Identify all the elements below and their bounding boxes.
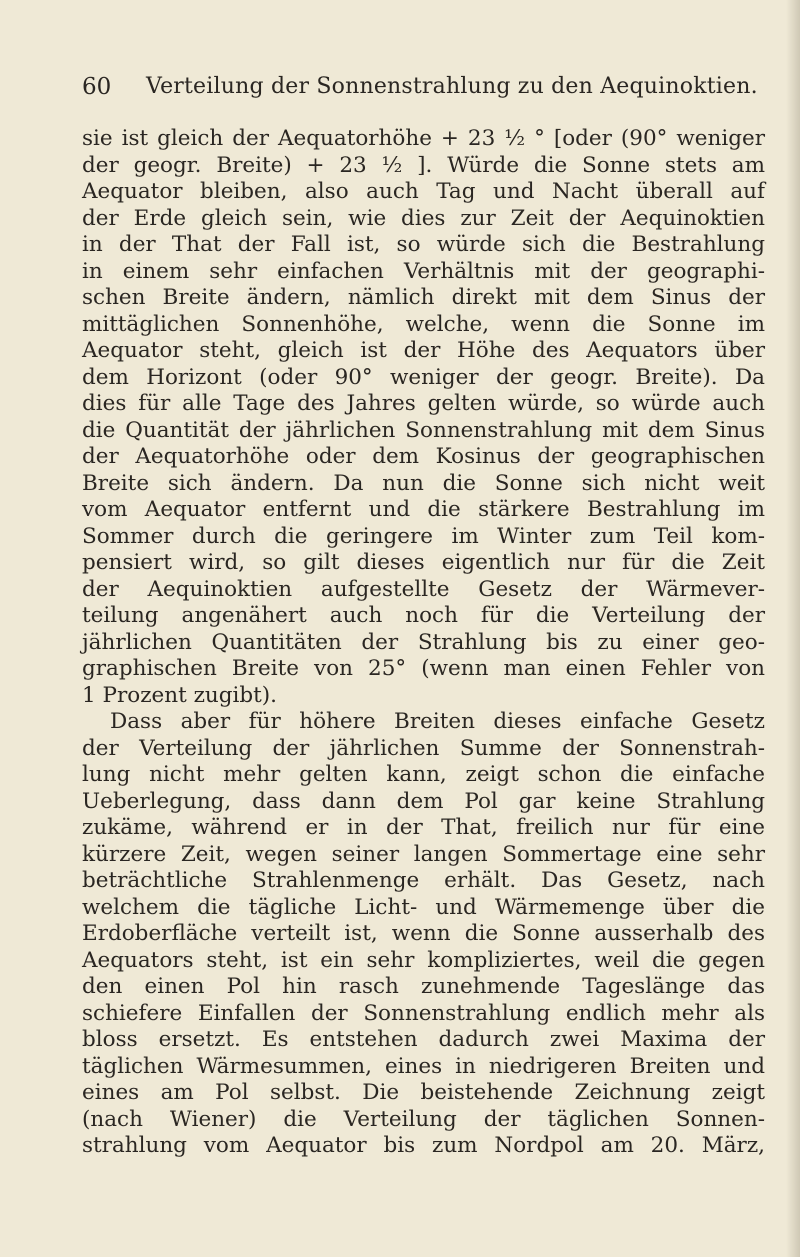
text-line: Breite sich ändern. Da nun die Sonne sich nicht weit: [82, 470, 765, 496]
text-line: zukäme, während er in der That, freilich nur für eine: [82, 815, 765, 840]
text-line: dem Horizont (oder 90° weniger der geogr. Breite). Da: [82, 364, 765, 390]
text-line: 1 Prozent zugibt).: [82, 682, 278, 708]
text-line: vom Aequator entfernt und die stärkere Bestrahlung im: [82, 497, 765, 522]
text-line: der Aequatorhöhe oder dem Kosinus der geographischen: [82, 444, 765, 469]
text-line: Ueberlegung, dass dann dem Pol gar keine Strahlung: [82, 788, 765, 814]
text-line: welchem die tägliche Licht- und Wärmemenge über die: [82, 894, 765, 920]
text-line: der Verteilung der jährlichen Summe der Sonnenstrah-: [82, 735, 765, 761]
text-line: dies für alle Tage des Jahres gelten würde, so würde auch: [82, 391, 765, 416]
text-line: lung nicht mehr gelten kann, zeigt schon die einfache: [82, 762, 765, 787]
body-text: [82, 126, 765, 1160]
text-line: Aequators steht, ist ein sehr kompliziertes, weil die gegen: [82, 947, 765, 973]
text-line: in einem sehr einfachen Verhältnis mit der geographi-: [82, 258, 765, 284]
text-line: der Erde gleich sein, wie dies zur Zeit der Aequinoktien: [82, 205, 765, 231]
text-line: Erdoberfläche verteilt ist, wenn die Sonne ausserhalb des: [82, 921, 765, 946]
text-line: in der That der Fall ist, so würde sich die Bestrahlung: [82, 232, 765, 257]
text-line: den einen Pol hin rasch zunehmende Tageslänge das: [82, 974, 765, 999]
text-line: Aequator bleiben, also auch Tag und Nacht überall auf: [82, 179, 765, 204]
page-number: 60: [82, 74, 112, 100]
running-head: [82, 74, 758, 108]
text-line: jährlichen Quantitäten der Strahlung bis zu einer geo-: [82, 629, 765, 655]
text-line: Sommer durch die geringere im Winter zum Teil kom-: [82, 523, 765, 549]
text-line: teilung angenähert auch noch für die Verteilung der: [82, 603, 765, 628]
text-line: pensiert wird, so gilt dieses eigentlich nur für die Zeit: [82, 550, 765, 575]
paragraph-start-line: Dass aber für höhere Breiten dieses einfache Gesetz: [110, 709, 765, 734]
text-line: eines am Pol selbst. Die beistehende Zeichnung zeigt: [82, 1080, 765, 1105]
text-line: kürzere Zeit, wegen seiner langen Sommertage eine sehr: [82, 841, 765, 867]
text-line: täglichen Wärmesummen, eines in niedrigeren Breiten und: [82, 1053, 765, 1079]
text-line: sie ist gleich der Aequatorhöhe + 23 ½ ° [oder (90° weniger: [82, 126, 765, 151]
text-line: der geogr. Breite) + 23 ½ ]. Würde die Sonne stets am: [82, 152, 765, 178]
text-line: bloss ersetzt. Es entstehen dadurch zwei Maxima der: [82, 1027, 765, 1052]
text-line: schiefere Einfallen der Sonnenstrahlung endlich mehr als: [82, 1000, 765, 1026]
running-title: Verteilung der Sonnenstrahlung zu den Aequinoktien.: [146, 74, 758, 99]
text-line: die Quantität der jährlichen Sonnenstrahlung mit dem Sinus: [82, 417, 765, 443]
text-line: strahlung vom Aequator bis zum Nordpol am 20. März,: [82, 1133, 765, 1158]
text-line: mittäglichen Sonnenhöhe, welche, wenn die Sonne im: [82, 311, 765, 337]
text-line: (nach Wiener) die Verteilung der täglichen Sonnen-: [82, 1106, 765, 1132]
text-line: der Aequinoktien aufgestellte Gesetz der Wärmever-: [82, 576, 765, 602]
text-line: Aequator steht, gleich ist der Höhe des Aequators über: [82, 338, 765, 363]
text-line: schen Breite ändern, nämlich direkt mit dem Sinus der: [82, 285, 765, 310]
text-line: beträchtliche Strahlenmenge erhält. Das Gesetz, nach: [82, 868, 765, 893]
text-line: graphischen Breite von 25° (wenn man einen Fehler von: [82, 656, 765, 681]
